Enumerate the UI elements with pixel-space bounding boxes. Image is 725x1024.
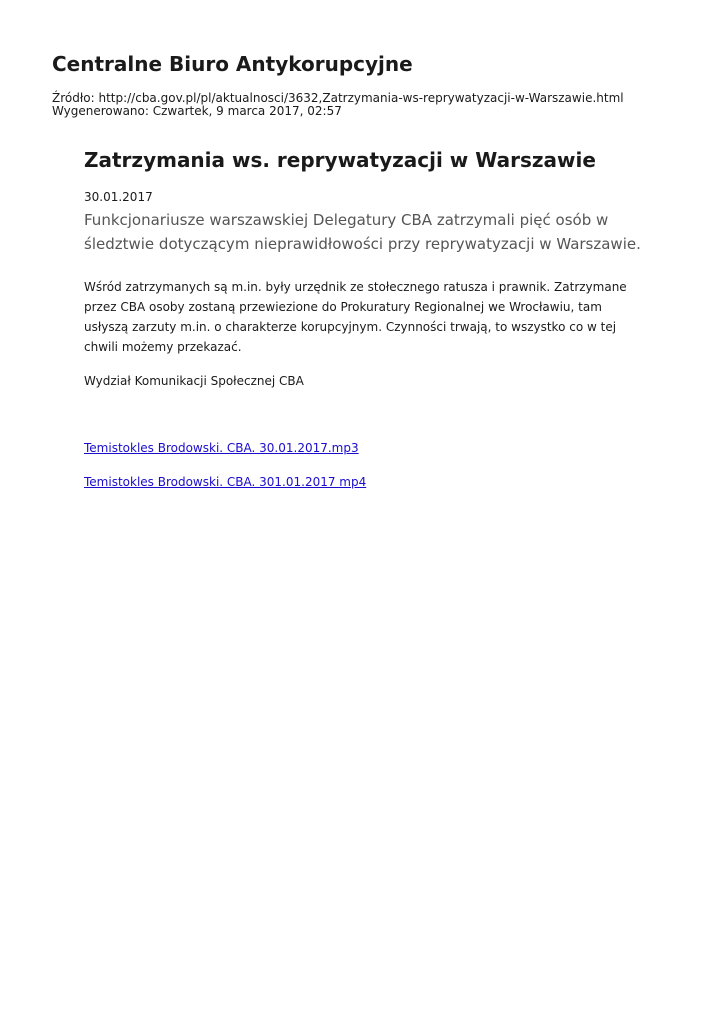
document-meta [52, 92, 624, 118]
attachment-links [84, 438, 644, 492]
generated-line: Wygenerowano: Czwartek, 9 marca 2017, 02:57 [52, 104, 342, 118]
attachment-link-mp4[interactable]: Temistokles Brodowski. CBA. 301.01.2017 mp4 [84, 475, 367, 489]
article [84, 148, 644, 492]
article-date: 30.01.2017 [84, 190, 153, 204]
article-title: Zatrzymania ws. reprywatyzacji w Warszawie [84, 148, 596, 172]
source-line: Źródło: http://cba.gov.pl/pl/aktualnosci/3632,Zatrzymania-ws-reprywatyzacji-w-Warszawie.html [52, 91, 624, 105]
article-signature: Wydział Komunikacji Społecznej CBA [84, 374, 304, 388]
article-lead: Funkcjonariusze warszawskiej Delegatury CBA zatrzymali pięć osób w śledztwie dotyczącym nieprawidłowości przy reprywatyzacji w Warszawie. [84, 211, 641, 253]
article-body: Wśród zatrzymanych są m.in. były urzędnik ze stołecznego ratusza i prawnik. Zatrzymane przez CBA osoby zostaną przewiezione do Prokuratury Regionalnej we Wrocławiu, tam usłyszą zarzuty m.in. o charakterze korupcyjnym. Czynności trwają, to wszystko co w tej chwili możemy przekazać. [84, 280, 627, 354]
site-title: Centralne Biuro Antykorupcyjne [52, 52, 413, 76]
attachment-link-mp3[interactable]: Temistokles Brodowski. CBA. 30.01.2017.mp3 [84, 441, 359, 455]
